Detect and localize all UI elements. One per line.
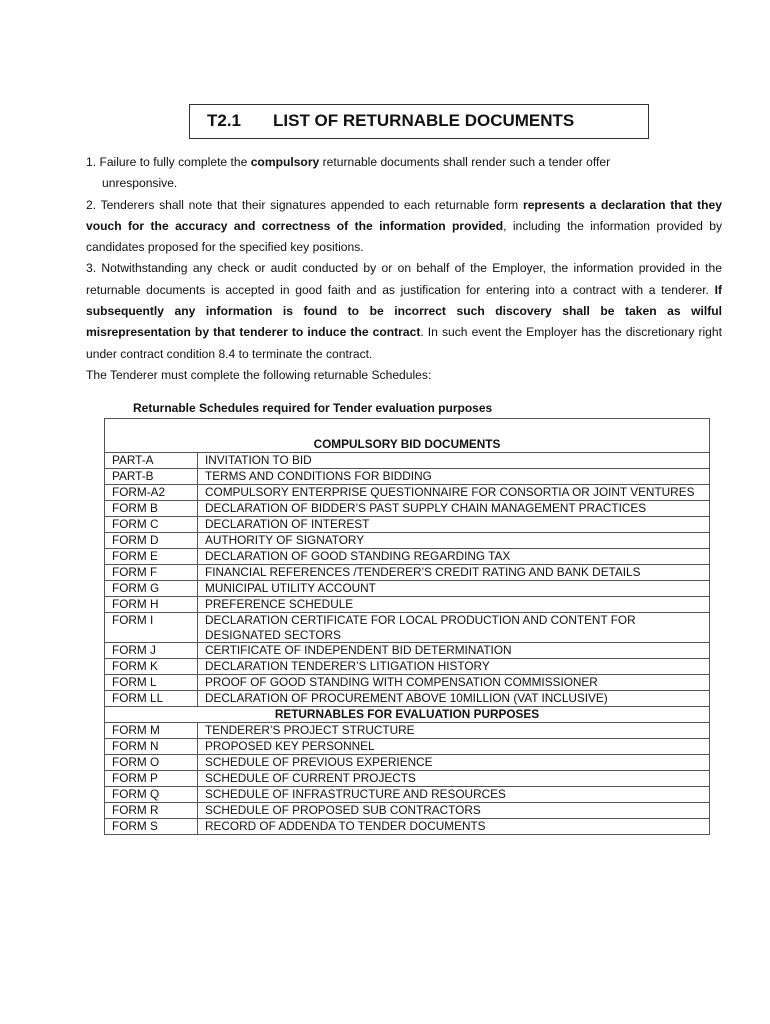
form-description: DECLARATION TENDERER’S LITIGATION HISTORY bbox=[198, 659, 710, 675]
form-description: CERTIFICATE OF INDEPENDENT BID DETERMINATION bbox=[198, 643, 710, 659]
form-description: DECLARATION OF GOOD STANDING REGARDING TAX bbox=[198, 549, 710, 565]
compulsory-rows bbox=[105, 453, 710, 707]
form-description: DECLARATION OF BIDDER’S PAST SUPPLY CHAIN MANAGEMENT PRACTICES bbox=[198, 501, 710, 517]
table-row bbox=[105, 613, 710, 643]
table-row bbox=[105, 549, 710, 565]
form-code: FORM R bbox=[105, 803, 198, 819]
table-row bbox=[105, 581, 710, 597]
table-row bbox=[105, 533, 710, 549]
form-description: INVITATION TO BID bbox=[198, 453, 710, 469]
form-code: FORM K bbox=[105, 659, 198, 675]
p2-bold: represents a declaration that they vouch for the accuracy and correctness of the information provided bbox=[86, 197, 722, 233]
evaluation-heading: RETURNABLES FOR EVALUATION PURPOSES bbox=[105, 707, 710, 723]
paragraph-3 bbox=[86, 258, 722, 364]
table-row bbox=[105, 565, 710, 581]
paragraph-1 bbox=[86, 152, 722, 173]
p1-text: 1. Failure to fully complete the bbox=[86, 155, 251, 169]
section-number: T2.1 bbox=[207, 111, 242, 130]
form-description: SCHEDULE OF CURRENT PROJECTS bbox=[198, 771, 710, 787]
form-description: SCHEDULE OF PROPOSED SUB CONTRACTORS bbox=[198, 803, 710, 819]
table-row bbox=[105, 675, 710, 691]
form-description: RECORD OF ADDENDA TO TENDER DOCUMENTS bbox=[198, 819, 710, 835]
form-code: PART-B bbox=[105, 469, 198, 485]
form-description: MUNICIPAL UTILITY ACCOUNT bbox=[198, 581, 710, 597]
form-code: FORM M bbox=[105, 723, 198, 739]
p3-bold: If subsequently any information is found to be incorrect such discovery shall be taken as wilful misrepresentation by that tenderer to induce the contract bbox=[86, 282, 722, 340]
form-code: PART-A bbox=[105, 453, 198, 469]
table-row bbox=[105, 517, 710, 533]
table-row bbox=[105, 659, 710, 675]
form-description: PROPOSED KEY PERSONNEL bbox=[198, 739, 710, 755]
form-code: FORM L bbox=[105, 675, 198, 691]
p2-text-end: , including the information provided by candidates proposed for the specified key positions. bbox=[86, 218, 722, 255]
evaluation-rows bbox=[105, 723, 710, 835]
document-title-box bbox=[189, 104, 649, 139]
form-code: FORM B bbox=[105, 501, 198, 517]
form-code: FORM-A2 bbox=[105, 485, 198, 501]
returnable-schedules-table bbox=[104, 418, 710, 835]
form-code: FORM D bbox=[105, 533, 198, 549]
table-row bbox=[105, 819, 710, 835]
form-code: FORM I bbox=[105, 613, 198, 643]
table-row bbox=[105, 469, 710, 485]
form-code: FORM LL bbox=[105, 691, 198, 707]
form-description: COMPULSORY ENTERPRISE QUESTIONNAIRE FOR CONSORTIA OR JOINT VENTURES bbox=[198, 485, 710, 501]
table-caption: Returnable Schedules required for Tender evaluation purposes bbox=[133, 401, 493, 415]
p3-text-end: . In such event the Employer has the discretionary right under contract condition 8.4 to terminate the contract. bbox=[86, 325, 722, 361]
table-row bbox=[105, 723, 710, 739]
table-row bbox=[105, 485, 710, 501]
p1-bold: compulsory bbox=[250, 155, 320, 169]
table-row bbox=[105, 453, 710, 469]
form-description: SCHEDULE OF INFRASTRUCTURE AND RESOURCES bbox=[198, 787, 710, 803]
form-code: FORM G bbox=[105, 581, 198, 597]
table-section-heading bbox=[105, 419, 710, 453]
table-row bbox=[105, 691, 710, 707]
form-code: FORM O bbox=[105, 755, 198, 771]
paragraph-4: The Tenderer must complete the following returnable Schedules: bbox=[86, 367, 432, 382]
table-row bbox=[105, 787, 710, 803]
form-code: FORM P bbox=[105, 771, 198, 787]
form-description: TENDERER’S PROJECT STRUCTURE bbox=[198, 723, 710, 739]
p3-text: 3. Notwithstanding any check or audit conducted by or on behalf of the Employer, the information provided in the returnable documents is accepted in good faith and as justification for entering into a contract with a tenderer. bbox=[86, 261, 722, 297]
form-code: FORM S bbox=[105, 819, 198, 835]
form-description: AUTHORITY OF SIGNATORY bbox=[198, 533, 710, 549]
table-row bbox=[105, 803, 710, 819]
form-description: DECLARATION CERTIFICATE FOR LOCAL PRODUCTION AND CONTENT FOR DESIGNATED SECTORS bbox=[198, 613, 710, 643]
form-code: FORM C bbox=[105, 517, 198, 533]
form-code: FORM F bbox=[105, 565, 198, 581]
form-code: FORM E bbox=[105, 549, 198, 565]
p2-text: 2. Tenderers shall note that their signatures appended to each returnable form bbox=[86, 197, 523, 212]
page-title: LIST OF RETURNABLE DOCUMENTS bbox=[273, 111, 575, 130]
form-code: FORM H bbox=[105, 597, 198, 613]
form-description: PREFERENCE SCHEDULE bbox=[198, 597, 710, 613]
form-code: FORM N bbox=[105, 739, 198, 755]
form-description: PROOF OF GOOD STANDING WITH COMPENSATION COMMISSIONER bbox=[198, 675, 710, 691]
form-code: FORM Q bbox=[105, 787, 198, 803]
paragraph-1-continuation: unresponsive. bbox=[102, 176, 178, 191]
compulsory-heading: COMPULSORY BID DOCUMENTS bbox=[105, 419, 710, 453]
table-row bbox=[105, 739, 710, 755]
table-row bbox=[105, 643, 710, 659]
form-code: FORM J bbox=[105, 643, 198, 659]
table-row bbox=[105, 597, 710, 613]
table-row bbox=[105, 755, 710, 771]
table-row bbox=[105, 771, 710, 787]
form-description: TERMS AND CONDITIONS FOR BIDDING bbox=[198, 469, 710, 485]
form-description: DECLARATION OF PROCUREMENT ABOVE 10MILLION (VAT INCLUSIVE) bbox=[198, 691, 710, 707]
form-description: DECLARATION OF INTEREST bbox=[198, 517, 710, 533]
paragraph-2 bbox=[86, 195, 722, 259]
form-description: SCHEDULE OF PREVIOUS EXPERIENCE bbox=[198, 755, 710, 771]
table-row bbox=[105, 501, 710, 517]
instructions-text bbox=[86, 152, 722, 386]
form-description: FINANCIAL REFERENCES /TENDERER’S CREDIT RATING AND BANK DETAILS bbox=[198, 565, 710, 581]
table-section-heading bbox=[105, 707, 710, 723]
p1-text-end: returnable documents shall render such a tender offer bbox=[319, 155, 611, 169]
